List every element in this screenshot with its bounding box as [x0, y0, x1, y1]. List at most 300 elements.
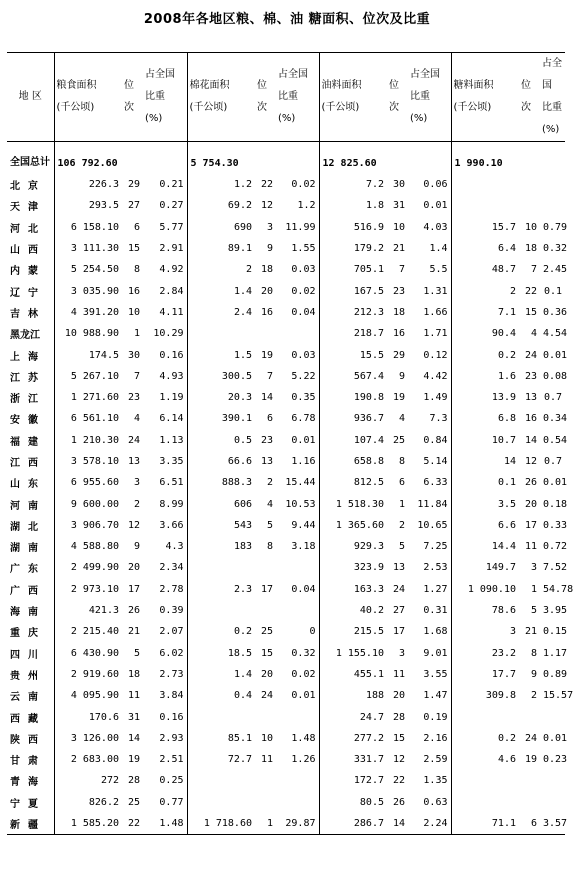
- value-cell: 6: [266, 413, 273, 425]
- value-cell: 0.7: [543, 456, 562, 467]
- value-cell: [255, 600, 276, 621]
- value-cell: 5.5: [429, 264, 448, 276]
- value-cell: 3: [266, 221, 273, 233]
- value-cell: 3 111.30: [54, 238, 122, 259]
- value-cell: 19: [392, 392, 405, 404]
- table-row: [7, 302, 565, 323]
- value-cell: 25: [260, 626, 273, 638]
- value-cell: 13: [127, 456, 140, 467]
- value-cell: [540, 706, 565, 727]
- value-cell: 30: [392, 179, 405, 191]
- value-cell: 1.4: [429, 243, 448, 255]
- value-cell: 66.6: [187, 451, 255, 472]
- value-cell: 3.57: [543, 818, 568, 830]
- value-cell: 516.9: [319, 217, 387, 238]
- table-row: [7, 770, 565, 791]
- table-row: [7, 792, 565, 813]
- column-header: 棉花面积 (千公顷): [187, 53, 255, 142]
- value-cell: 29: [127, 179, 140, 191]
- value-cell: 0: [309, 626, 316, 638]
- column-header: 位 次: [521, 80, 531, 113]
- value-cell: 89.1: [187, 238, 255, 259]
- page-title: 2008年各地区粮、棉、油 糖面积、位次及比重: [143, 12, 431, 27]
- value-cell: 7.2: [319, 174, 387, 195]
- value-cell: 4.3: [165, 541, 184, 553]
- region-cell: 河北: [10, 223, 46, 235]
- total-cell: [255, 142, 276, 175]
- value-cell: 2.78: [159, 583, 184, 595]
- value-cell: 25: [127, 796, 140, 808]
- value-cell: 28: [127, 775, 140, 787]
- value-cell: [276, 792, 319, 813]
- value-cell: 1.2: [297, 200, 316, 212]
- value-cell: 11: [392, 668, 405, 680]
- total-cell: [143, 142, 187, 175]
- value-cell: 11: [127, 690, 140, 702]
- value-cell: 1.4: [187, 664, 255, 685]
- value-cell: 3 578.10: [54, 451, 122, 472]
- value-cell: 12: [260, 200, 273, 212]
- value-cell: 40.2: [319, 600, 387, 621]
- value-cell: 0.23: [543, 754, 568, 766]
- column-header: 占全国 比重 (%): [278, 69, 308, 124]
- value-cell: [519, 706, 540, 727]
- table-row: [7, 557, 565, 578]
- value-cell: [276, 600, 319, 621]
- value-cell: 27: [127, 200, 140, 212]
- value-cell: 1 585.20: [54, 813, 122, 835]
- value-cell: [276, 323, 319, 344]
- value-cell: 1.47: [423, 690, 448, 702]
- value-cell: 0.84: [423, 434, 448, 446]
- value-cell: 172.7: [319, 770, 387, 791]
- value-cell: 23: [524, 370, 537, 382]
- value-cell: 0.16: [159, 349, 184, 361]
- value-cell: 0.2: [451, 728, 519, 749]
- value-cell: 1.49: [423, 392, 448, 404]
- value-cell: 10: [127, 306, 140, 318]
- value-cell: 1.17: [543, 647, 568, 659]
- region-cell: 湖南: [10, 543, 46, 555]
- value-cell: 0.27: [159, 200, 184, 212]
- value-cell: 16: [260, 306, 273, 318]
- column-header: 地 区: [18, 91, 42, 102]
- value-cell: 0.89: [543, 668, 568, 680]
- value-cell: 1.48: [291, 732, 316, 744]
- value-cell: 2.07: [159, 626, 184, 638]
- value-cell: 5 267.10: [54, 366, 122, 387]
- value-cell: [540, 792, 565, 813]
- value-cell: [451, 770, 519, 791]
- value-cell: 8: [530, 647, 537, 659]
- column-header: 位 次: [124, 80, 134, 113]
- value-cell: 0.35: [291, 392, 316, 404]
- value-cell: 78.6: [451, 600, 519, 621]
- value-cell: 11.84: [417, 498, 448, 510]
- value-cell: 3: [398, 647, 405, 659]
- value-cell: 18: [524, 243, 537, 255]
- value-cell: 690: [187, 217, 255, 238]
- value-cell: 286.7: [319, 813, 387, 835]
- value-cell: 3 035.90: [54, 280, 122, 301]
- value-cell: 19: [127, 754, 140, 766]
- table-row: [7, 600, 565, 621]
- value-cell: 10.29: [153, 328, 184, 340]
- value-cell: 17: [127, 583, 140, 595]
- value-cell: [540, 770, 565, 791]
- value-cell: [276, 557, 319, 578]
- table-row: [7, 174, 565, 195]
- value-cell: 27: [392, 605, 405, 617]
- value-cell: 0.18: [543, 498, 568, 510]
- value-cell: 29.87: [285, 818, 316, 830]
- value-cell: 15: [392, 732, 405, 744]
- value-cell: 1 090.10: [451, 579, 519, 600]
- column-header: 占全国 比重 (%): [542, 58, 562, 135]
- table-row: [7, 664, 565, 685]
- value-cell: [540, 174, 565, 195]
- value-cell: 293.5: [54, 195, 122, 216]
- value-cell: 1.26: [291, 754, 316, 766]
- value-cell: [451, 792, 519, 813]
- value-cell: 0.04: [291, 306, 316, 318]
- value-cell: 2: [398, 519, 405, 531]
- value-cell: 606: [187, 493, 255, 514]
- value-cell: 0.1: [451, 472, 519, 493]
- value-cell: 1.8: [319, 195, 387, 216]
- value-cell: 1 518.30: [319, 493, 387, 514]
- value-cell: 90.4: [451, 323, 519, 344]
- table-row: [7, 749, 565, 770]
- value-cell: 9 600.00: [54, 493, 122, 514]
- value-cell: 3.66: [159, 519, 184, 531]
- value-cell: 0.63: [423, 796, 448, 808]
- value-cell: 22: [127, 818, 140, 830]
- table-row: [7, 643, 565, 664]
- column-header: 位 次: [389, 80, 399, 113]
- value-cell: 0.01: [423, 200, 448, 212]
- table-row: [7, 728, 565, 749]
- value-cell: 170.6: [54, 706, 122, 727]
- value-cell: 2: [187, 259, 255, 280]
- region-cell: 贵州: [10, 670, 46, 682]
- value-cell: 0.01: [291, 434, 316, 446]
- value-cell: 7: [530, 264, 537, 276]
- value-cell: 183: [187, 536, 255, 557]
- value-cell: 16: [392, 328, 405, 340]
- value-cell: 6 430.90: [54, 643, 122, 664]
- value-cell: 2.16: [423, 732, 448, 744]
- total-cell: [519, 142, 540, 175]
- region-cell: 甘肃: [10, 756, 46, 768]
- table-row: [7, 238, 565, 259]
- value-cell: 4.92: [159, 264, 184, 276]
- value-cell: 1.13: [159, 434, 184, 446]
- value-cell: 7.3: [429, 413, 448, 425]
- value-cell: 6 561.10: [54, 408, 122, 429]
- value-cell: 0.1: [543, 285, 562, 297]
- table-body: [7, 142, 574, 835]
- region-cell: 辽宁: [10, 287, 46, 299]
- value-cell: 8.99: [159, 498, 184, 510]
- value-cell: 23: [392, 285, 405, 297]
- value-cell: 226.3: [54, 174, 122, 195]
- value-cell: 218.7: [319, 323, 387, 344]
- value-cell: 28: [392, 711, 405, 723]
- value-cell: 826.2: [54, 792, 122, 813]
- table-row: [7, 706, 565, 727]
- value-cell: 0.04: [291, 583, 316, 595]
- value-cell: 6.6: [451, 515, 519, 536]
- value-cell: 0.12: [423, 349, 448, 361]
- value-cell: 1: [133, 328, 140, 340]
- value-cell: 9.44: [291, 519, 316, 531]
- value-cell: 7.1: [451, 302, 519, 323]
- value-cell: 7: [133, 370, 140, 382]
- value-cell: [255, 792, 276, 813]
- total-cell: [387, 142, 408, 175]
- table-row: [7, 515, 565, 536]
- value-cell: 3.35: [159, 456, 184, 467]
- value-cell: 1 210.30: [54, 430, 122, 451]
- value-cell: 24: [524, 732, 537, 744]
- value-cell: 6.78: [291, 413, 316, 425]
- value-cell: 4: [266, 498, 273, 510]
- value-cell: 6.8: [451, 408, 519, 429]
- value-cell: 0.06: [423, 179, 448, 191]
- value-cell: 1: [266, 818, 273, 830]
- region-cell: 内蒙: [10, 266, 46, 278]
- value-cell: 21: [127, 626, 140, 638]
- value-cell: [187, 770, 255, 791]
- value-cell: 15: [260, 647, 273, 659]
- value-cell: 4 588.80: [54, 536, 122, 557]
- value-cell: 190.8: [319, 387, 387, 408]
- table-row: [7, 195, 565, 216]
- value-cell: 12: [127, 519, 140, 531]
- region-cell: 西藏: [10, 713, 46, 725]
- value-cell: 455.1: [319, 664, 387, 685]
- value-cell: 4.93: [159, 370, 184, 382]
- value-cell: 4: [398, 413, 405, 425]
- value-cell: 0.01: [291, 690, 316, 702]
- value-cell: 163.3: [319, 579, 387, 600]
- value-cell: 2.34: [159, 562, 184, 574]
- value-cell: 1.55: [291, 243, 316, 255]
- value-cell: 15: [524, 306, 537, 318]
- value-cell: 4: [530, 328, 537, 340]
- total-label: 全国总计: [10, 157, 50, 168]
- value-cell: 0.72: [543, 541, 568, 553]
- value-cell: 10.7: [451, 430, 519, 451]
- value-cell: 1.4: [187, 280, 255, 301]
- header-row: [7, 53, 565, 142]
- value-cell: 0.39: [159, 605, 184, 617]
- value-cell: 188: [319, 685, 387, 706]
- region-cell: 浙江: [10, 394, 46, 406]
- value-cell: 4: [133, 413, 140, 425]
- value-cell: [519, 195, 540, 216]
- value-cell: [540, 195, 565, 216]
- value-cell: 20: [260, 285, 273, 297]
- value-cell: 9: [266, 243, 273, 255]
- value-cell: 3: [451, 621, 519, 642]
- value-cell: 6: [133, 221, 140, 233]
- value-cell: [187, 792, 255, 813]
- value-cell: 22: [260, 179, 273, 191]
- value-cell: 7: [398, 264, 405, 276]
- value-cell: 0.16: [159, 711, 184, 723]
- value-cell: 167.5: [319, 280, 387, 301]
- crop-area-table: [7, 52, 574, 835]
- total-cell: [276, 142, 319, 175]
- value-cell: 2.84: [159, 285, 184, 297]
- value-cell: 6.51: [159, 477, 184, 489]
- value-cell: [451, 706, 519, 727]
- total-cell: 12 825.60: [319, 142, 387, 175]
- value-cell: 4.11: [159, 306, 184, 318]
- value-cell: 0.01: [543, 477, 568, 489]
- value-cell: 1.48: [159, 818, 184, 830]
- value-cell: 24: [260, 690, 273, 702]
- value-cell: 16: [524, 413, 537, 425]
- region-cell: 湖北: [10, 521, 46, 533]
- region-cell: 江西: [10, 458, 46, 469]
- value-cell: 174.5: [54, 344, 122, 365]
- region-cell: 云南: [10, 692, 46, 704]
- value-cell: 1 718.60: [187, 813, 255, 835]
- value-cell: 0.08: [543, 370, 568, 382]
- value-cell: 2.51: [159, 754, 184, 766]
- table-row: [7, 493, 565, 514]
- value-cell: 3.5: [451, 493, 519, 514]
- region-cell: 宁夏: [10, 798, 46, 810]
- value-cell: 390.1: [187, 408, 255, 429]
- value-cell: [187, 706, 255, 727]
- value-cell: 2 683.00: [54, 749, 122, 770]
- value-cell: 85.1: [187, 728, 255, 749]
- value-cell: 1.16: [291, 456, 316, 467]
- value-cell: 0.5: [187, 430, 255, 451]
- value-cell: 5.77: [159, 221, 184, 233]
- value-cell: 14.4: [451, 536, 519, 557]
- value-cell: 421.3: [54, 600, 122, 621]
- value-cell: 1.35: [423, 775, 448, 787]
- value-cell: 0.01: [543, 349, 568, 361]
- value-cell: 4 391.20: [54, 302, 122, 323]
- region-cell: 四川: [10, 649, 46, 661]
- value-cell: 1.5: [187, 344, 255, 365]
- value-cell: 21: [392, 243, 405, 255]
- value-cell: 13: [524, 392, 537, 404]
- table-row: [7, 217, 565, 238]
- value-cell: [255, 770, 276, 791]
- value-cell: 0.02: [291, 285, 316, 297]
- region-cell: 安徽: [10, 415, 46, 427]
- value-cell: 3.95: [543, 605, 568, 617]
- value-cell: 3.18: [291, 541, 316, 553]
- value-cell: 10: [392, 221, 405, 233]
- value-cell: 24: [524, 349, 537, 361]
- value-cell: 3: [530, 562, 537, 574]
- value-cell: [187, 323, 255, 344]
- value-cell: 54.78: [543, 583, 574, 595]
- value-cell: 272: [54, 770, 122, 791]
- value-cell: 0.79: [543, 221, 568, 233]
- value-cell: 69.2: [187, 195, 255, 216]
- value-cell: 2.91: [159, 243, 184, 255]
- value-cell: 13.9: [451, 387, 519, 408]
- value-cell: 31: [392, 200, 405, 212]
- value-cell: 0.25: [159, 775, 184, 787]
- column-header: 糖料面积 (千公顷): [451, 53, 519, 142]
- value-cell: 13: [260, 456, 273, 467]
- value-cell: 26: [524, 477, 537, 489]
- value-cell: 15.57: [543, 690, 574, 702]
- value-cell: 2.4: [187, 302, 255, 323]
- value-cell: 2.3: [187, 579, 255, 600]
- value-cell: 1.71: [423, 328, 448, 340]
- value-cell: 300.5: [187, 366, 255, 387]
- value-cell: 212.3: [319, 302, 387, 323]
- value-cell: 1.27: [423, 583, 448, 595]
- total-cell: [540, 142, 565, 175]
- value-cell: 4 095.90: [54, 685, 122, 706]
- value-cell: 3: [133, 477, 140, 489]
- value-cell: [451, 195, 519, 216]
- value-cell: 5: [266, 519, 273, 531]
- value-cell: 888.3: [187, 472, 255, 493]
- value-cell: 2.73: [159, 668, 184, 680]
- value-cell: 6.33: [423, 477, 448, 489]
- value-cell: 31: [127, 711, 140, 723]
- total-cell: 5 754.30: [187, 142, 255, 175]
- value-cell: 0.54: [543, 434, 568, 446]
- value-cell: 1.6: [451, 366, 519, 387]
- table-row: [7, 621, 565, 642]
- region-cell: 海南: [10, 607, 46, 619]
- value-cell: [255, 323, 276, 344]
- value-cell: 20.3: [187, 387, 255, 408]
- value-cell: 10.53: [285, 498, 316, 510]
- value-cell: 6 158.10: [54, 217, 122, 238]
- value-cell: 4.03: [423, 221, 448, 233]
- region-cell: 黑龙江: [10, 330, 40, 342]
- value-cell: 14: [260, 392, 273, 404]
- value-cell: 4.42: [423, 370, 448, 382]
- value-cell: 10: [524, 221, 537, 233]
- value-cell: 7: [266, 370, 273, 382]
- value-cell: 5.14: [423, 456, 448, 467]
- value-cell: 24.7: [319, 706, 387, 727]
- value-cell: 23.2: [451, 643, 519, 664]
- value-cell: 25: [392, 434, 405, 446]
- value-cell: 10.65: [417, 519, 448, 531]
- value-cell: [187, 557, 255, 578]
- region-cell: 江苏: [10, 372, 46, 384]
- value-cell: 0.01: [543, 732, 568, 744]
- column-header: 粮食面积 (千公顷): [54, 53, 122, 142]
- value-cell: 1.2: [187, 174, 255, 195]
- value-cell: 7.52: [543, 562, 568, 574]
- value-cell: 277.2: [319, 728, 387, 749]
- value-cell: 18.5: [187, 643, 255, 664]
- region-cell: 山西: [10, 245, 46, 257]
- table-row: [7, 813, 565, 835]
- value-cell: 17: [260, 583, 273, 595]
- value-cell: 9: [133, 541, 140, 553]
- value-cell: 323.9: [319, 557, 387, 578]
